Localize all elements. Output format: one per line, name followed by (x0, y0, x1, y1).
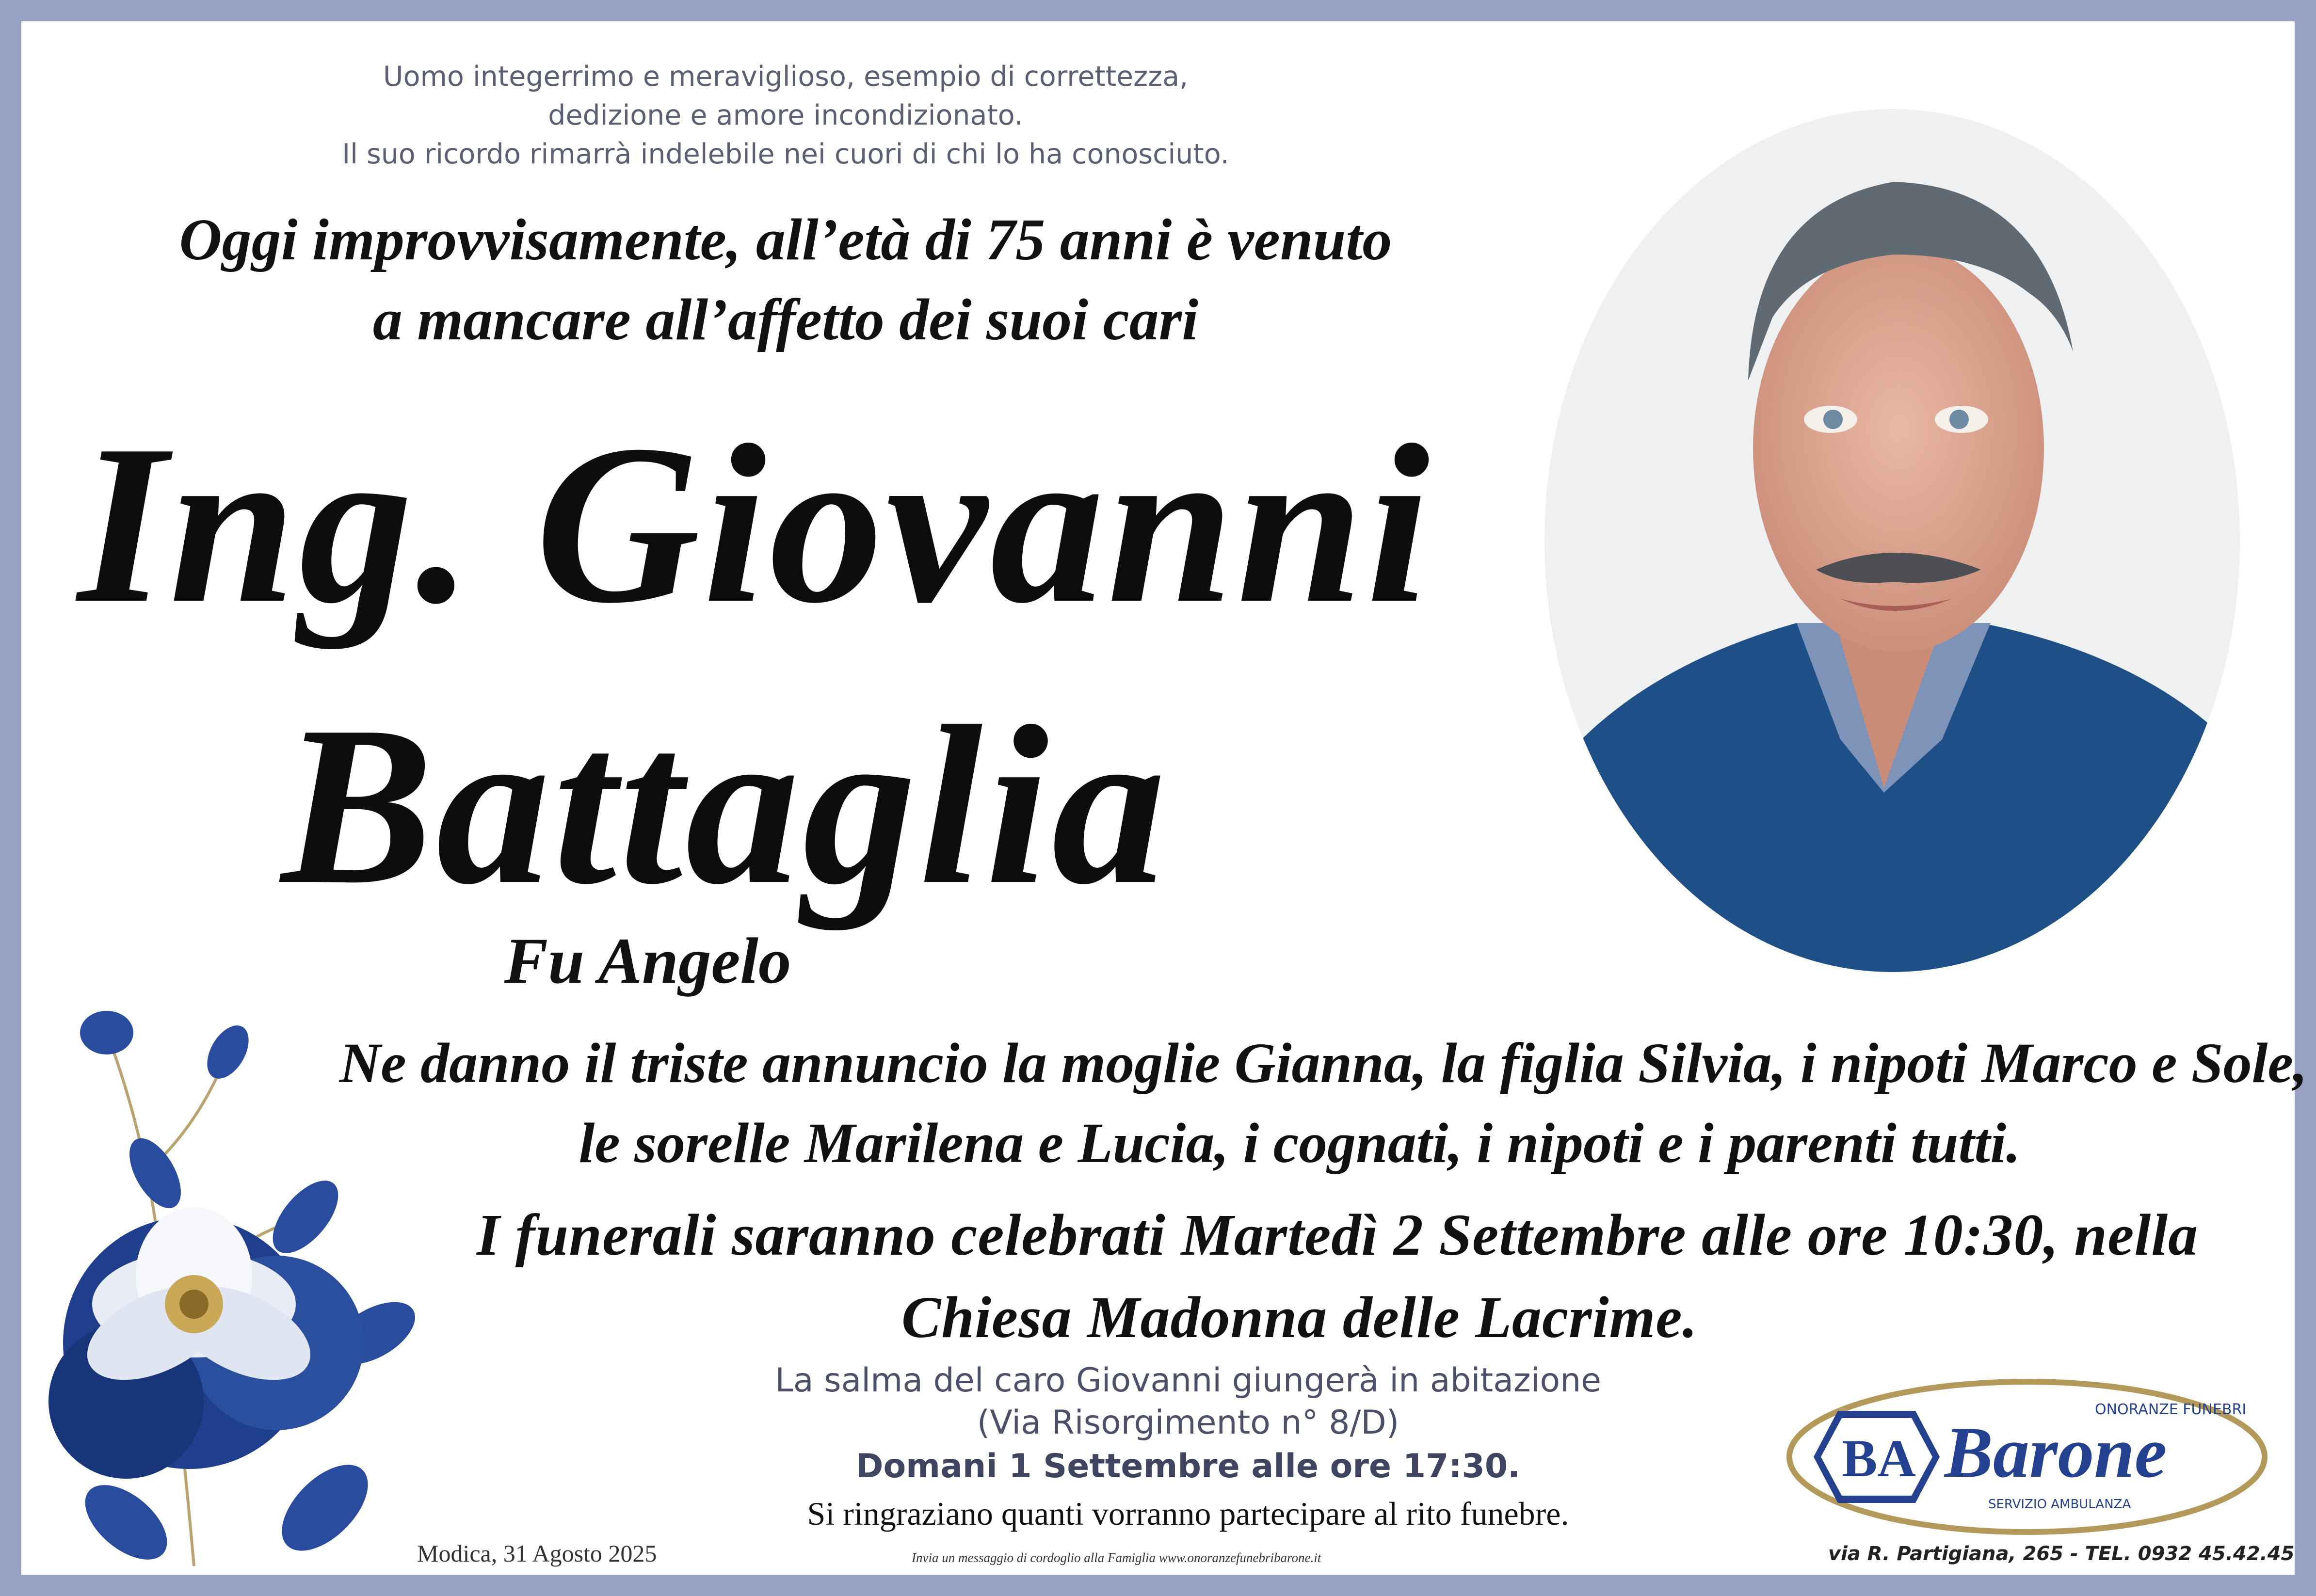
funeral-line-1: I funerali saranno celebrati Martedì 2 Settembre alle ore 10:30, nella (476, 1202, 2199, 1268)
salma-address: (Via Risorgimento n° 8/D) (977, 1404, 1399, 1442)
intro-line-1: Uomo integerrimo e meraviglioso, esempio di correttezza, (383, 61, 1189, 93)
funeral-home-address: via R. Partigiana, 265 - TEL. 0932 45.42.45 (1828, 1543, 2295, 1565)
barone-logo (1785, 1377, 2269, 1537)
headline-line-2: a mancare all’affetto dei suoi cari (372, 287, 1199, 352)
intro-line-2: dedizione e amore incondizionato. (548, 99, 1023, 131)
logo-name: Barone (1945, 1412, 2167, 1493)
logo-bottom-text: SERVIZIO AMBULANZA (1988, 1497, 2131, 1512)
intro-line-3: Il suo ricordo rimarrà indelebile nei cuori di chi lo ha conosciuto. (342, 138, 1229, 170)
deceased-title-first-name: Ing. Giovanni (78, 398, 1433, 650)
announcement-line-1: Ne danno il triste annuncio la moglie Gianna, la figlia Silvia, i nipoti Marco e Sole, (339, 1031, 2308, 1095)
announcement-line-2: le sorelle Marilena e Lucia, i cognati, i nipoti e i parenti tutti. (579, 1111, 2021, 1175)
salma-line-1: La salma del caro Giovanni giungerà in abitazione (774, 1361, 1602, 1400)
place-date: Modica, 31 Agosto 2025 (417, 1540, 657, 1567)
condolence-note: Invia un messaggio di cordoglio alla Famiglia www.onoranzefunebribarone.it (912, 1550, 1321, 1565)
logo-initials: BA (1842, 1429, 1916, 1488)
salma-arrival-time: Domani 1 Settembre alle ore 17:30. (856, 1447, 1520, 1485)
portrait-photo (1544, 109, 2240, 972)
father-name: Fu Angelo (504, 925, 791, 997)
deceased-surname: Battaglia (281, 679, 1169, 931)
funeral-line-2: Chiesa Madonna delle Lacrime. (901, 1285, 1698, 1350)
thanks-line: Si ringraziano quanti vorranno partecipare al rito funebre. (807, 1495, 1569, 1532)
headline-line-1: Oggi improvvisamente, all’età di 75 anni è venuto (179, 207, 1392, 272)
logo-top-text: ONORANZE FUNEBRI (2095, 1401, 2247, 1418)
